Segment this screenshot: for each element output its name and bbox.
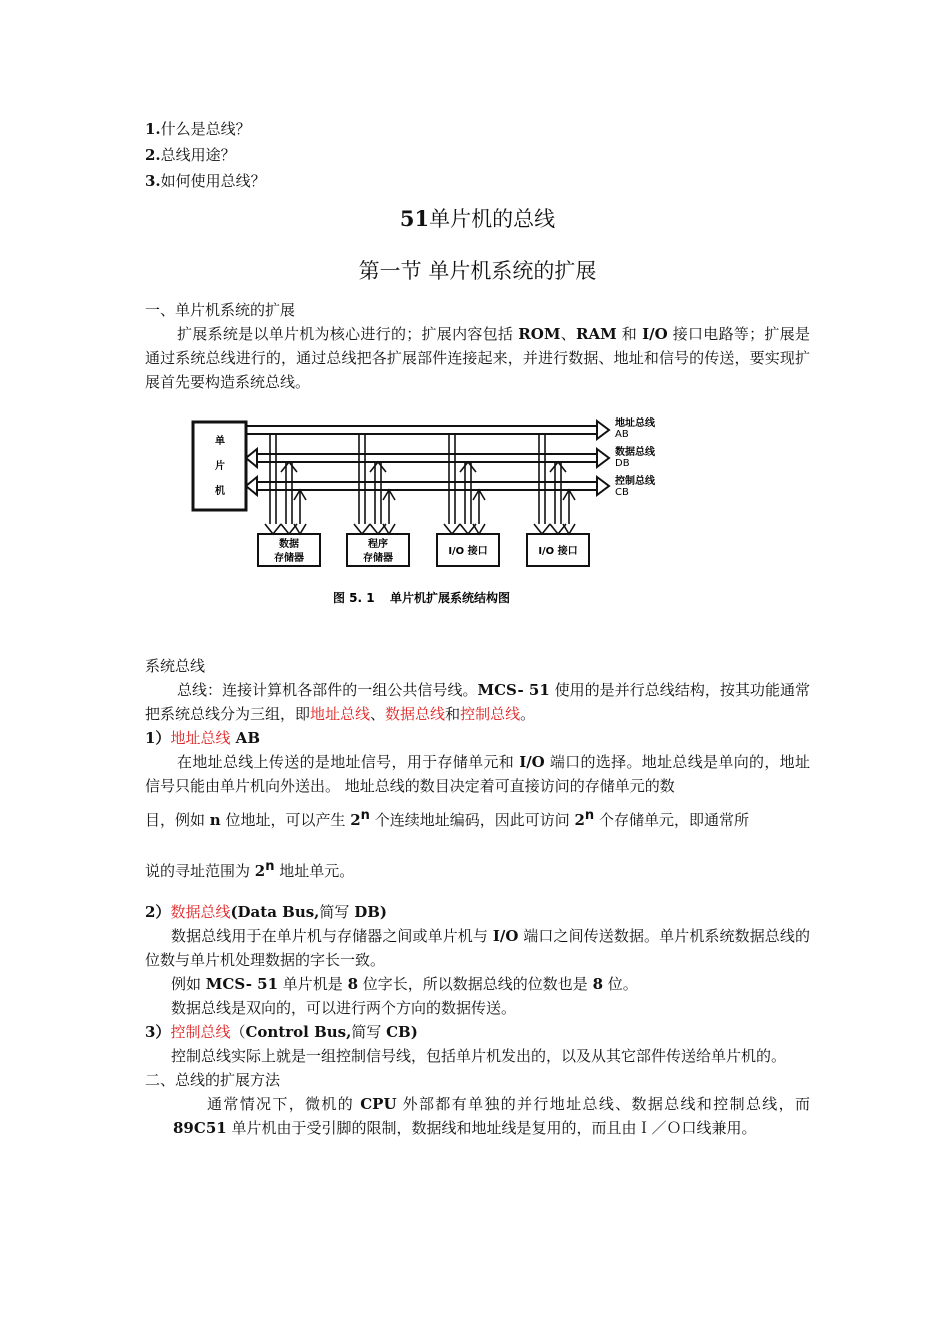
heading-system-bus: 系统总线 — [145, 657, 206, 675]
io-port-label-2: I/O 接口 — [538, 546, 578, 557]
paragraph-address-bus-1: 在地址总线上传送的是地址信号，用于存储单元和 I/O 端口的选择。地址总线是单向的，地址信号只能由单片机向外送出。 地址总线的数目决定着可直接访问的存储单元的数 — [145, 753, 810, 795]
document-title: 51单片机的总线 — [399, 206, 556, 231]
figure-caption-text: 单片机扩展系统结构图 — [390, 591, 511, 605]
paragraph-bus-extension-method: 通常情况下，微机的 CPU 外部都有单独的并行地址总线、数据总线和控制总线，而 89C51 单片机由于受引脚的限制，数据线和地址线是复用的，而且由Ｉ／Ｏ口线兼用。 — [173, 1095, 810, 1137]
heading-system-extension: 一、单片机系统的扩展 — [145, 301, 296, 319]
address-bus-abbr: AB — [615, 429, 629, 440]
paragraph-data-bus-3: 数据总线是双向的，可以进行两个方向的数据传送。 — [171, 999, 517, 1017]
bus-diagram — [145, 412, 810, 642]
data-memory-label-1: 数据 — [279, 539, 299, 550]
program-memory-label-1: 程序 — [368, 539, 388, 550]
mcu-label-3: 机 — [215, 486, 225, 497]
section-title: 第一节 单片机系统的扩展 — [358, 259, 597, 283]
mcu-label-1: 单 — [215, 436, 225, 447]
document-page — [145, 116, 810, 1140]
paragraph-control-bus: 控制总线实际上就是一组控制信号线，包括单片机发出的，以及从其它部件传送给单片机的。 — [171, 1047, 787, 1065]
address-bus-label: 地址总线 — [615, 418, 655, 429]
mcu-label-2: 片 — [215, 461, 225, 472]
heading-address-bus: 1）地址总线 AB — [145, 729, 260, 747]
data-bus-arrow — [597, 449, 609, 467]
io-port-label-1: I/O 接口 — [448, 546, 488, 557]
paragraph-address-bus-2: 目，例如 n 位地址，可以产生 2$^n$ 个连续地址编码，因此可访问 2$^n$ 个存储单元，即通常所 — [145, 808, 749, 829]
control-bus-arrow — [597, 477, 609, 495]
heading-control-bus: 3）控制总线（Control Bus,简写 CB) — [145, 1023, 418, 1041]
paragraph-data-bus-2: 例如 MCS- 51 单片机是 8 位字长，所以数据总线的位数也是 8 位。 — [171, 975, 638, 993]
paragraph-address-bus-3: 说的寻址范围为 2$^n$ 地址单元。 — [145, 859, 355, 880]
heading-bus-extension-method: 二、总线的扩展方法 — [145, 1071, 281, 1089]
figure-caption-number: 图 5. 1 — [333, 591, 375, 605]
question-3: 3.如何使用总线？ — [145, 172, 266, 190]
data-bus-label: 数据总线 — [615, 447, 655, 458]
data-bus-abbr: DB — [615, 458, 630, 469]
paragraph-extension: 扩展系统是以单片机为核心进行的；扩展内容包括 ROM、RAM 和 I/O 接口电路等；扩展是通过系统总线进行的，通过总线把各扩展部件连接起来，并进行数据、地址和信号的传送，要实现扩展首先要构造系统总线。 — [145, 325, 810, 391]
program-memory-label-2: 存储器 — [363, 553, 393, 564]
control-bus-abbr: CB — [615, 487, 629, 498]
paragraph-data-bus-1: 数据总线用于在单片机与存储器之间或单片机与 I/O 端口之间传送数据。单片机系统数据总线的位数与单片机处理数据的字长一致。 — [145, 927, 810, 969]
bus-structure-figure — [145, 412, 810, 642]
question-1: 1.什么是总线？ — [145, 120, 251, 138]
data-memory-label-2: 存储器 — [274, 553, 304, 564]
control-bus-label: 控制总线 — [615, 476, 655, 487]
question-2: 2.总线用途？ — [145, 146, 236, 164]
paragraph-system-bus: 总线：连接计算机各部件的一组公共信号线。MCS- 51 使用的是并行总线结构，按其功能通常把系统总线分为三组，即地址总线、数据总线和控制总线。 — [145, 681, 810, 723]
heading-data-bus: 2）数据总线(Data Bus,简写 DB) — [145, 903, 387, 921]
address-bus-arrow — [597, 421, 609, 439]
